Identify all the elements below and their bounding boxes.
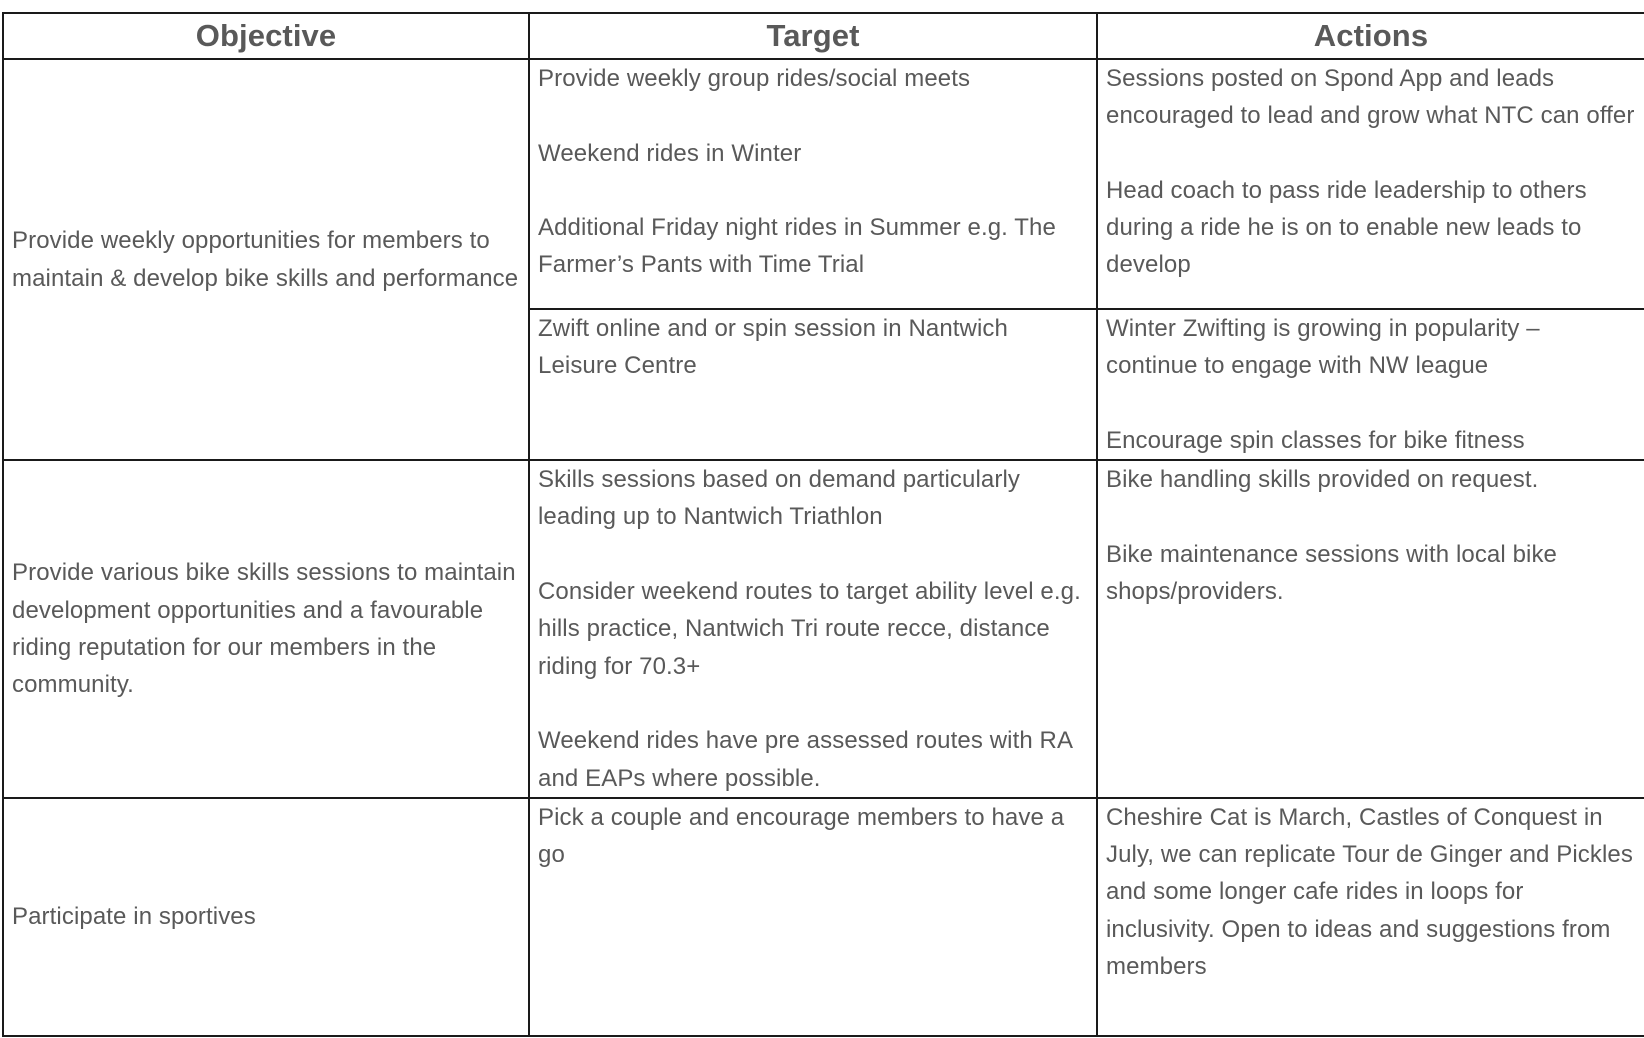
action-text: Cheshire Cat is March, Castles of Conquest in July, we can replicate Tour de Ginger and Pickles and some longer cafe rides in loops for inclusivity. Open to ideas and suggestions from members (1106, 803, 1640, 981)
action-text: Encourage spin classes for bike fitness (1106, 426, 1525, 454)
target-text: Weekend rides in Winter (538, 139, 802, 167)
target-text: Weekend rides have pre assessed routes with RA and EAPs where possible. (538, 727, 1079, 792)
target-cell (529, 59, 1097, 309)
actions-cell (1097, 309, 1644, 460)
header-row (3, 13, 1644, 59)
action-text: Bike handling skills provided on request. (1106, 466, 1539, 494)
target-cell (529, 309, 1097, 460)
target-text: Skills sessions based on demand particularly leading up to Nantwich Triathlon (538, 466, 1027, 531)
header-actions: Actions (1097, 13, 1644, 59)
objective-cell (3, 460, 529, 798)
target-text: Provide weekly group rides/social meets (538, 65, 971, 92)
actions-cell (1097, 460, 1644, 798)
target-cell (529, 798, 1097, 1036)
objectives-table (2, 12, 1644, 1037)
objective-text: Provide weekly opportunities for members to maintain & develop bike skills and performance (12, 227, 519, 292)
objective-cell (3, 59, 529, 460)
actions-cell (1097, 59, 1644, 309)
table-row (3, 460, 1644, 798)
target-text: Pick a couple and encourage members to have a go (538, 803, 1071, 869)
table-row (3, 798, 1644, 1036)
action-text: Bike maintenance sessions with local bike shops/providers. (1106, 540, 1564, 606)
actions-cell (1097, 798, 1644, 1036)
target-text: Zwift online and or spin session in Nantwich Leisure Centre (538, 315, 1015, 380)
header-target: Target (529, 13, 1097, 59)
action-text: Head coach to pass ride leadership to others during a ride he is on to enable new leads to develop (1106, 176, 1594, 279)
target-text: Additional Friday night rides in Summer e.g. The Farmer’s Pants with Time Trial (538, 214, 1063, 279)
objective-text: Participate in sportives (12, 903, 256, 931)
objective-text: Provide various bike skills sessions to maintain development opportunities and a favourable riding reputation for our members in the community. (12, 559, 523, 699)
table-row (3, 59, 1644, 309)
action-text: Sessions posted on Spond App and leads encouraged to lead and grow what NTC can offer (1106, 65, 1635, 130)
target-cell (529, 460, 1097, 798)
action-text: Winter Zwifting is growing in popularity – continue to engage with NW league (1106, 315, 1547, 380)
objective-cell (3, 798, 529, 1036)
target-text: Consider weekend routes to target ability level e.g. hills practice, Nantwich Tri route recce, distance riding for 70.3+ (538, 578, 1088, 680)
header-objective: Objective (3, 13, 529, 59)
